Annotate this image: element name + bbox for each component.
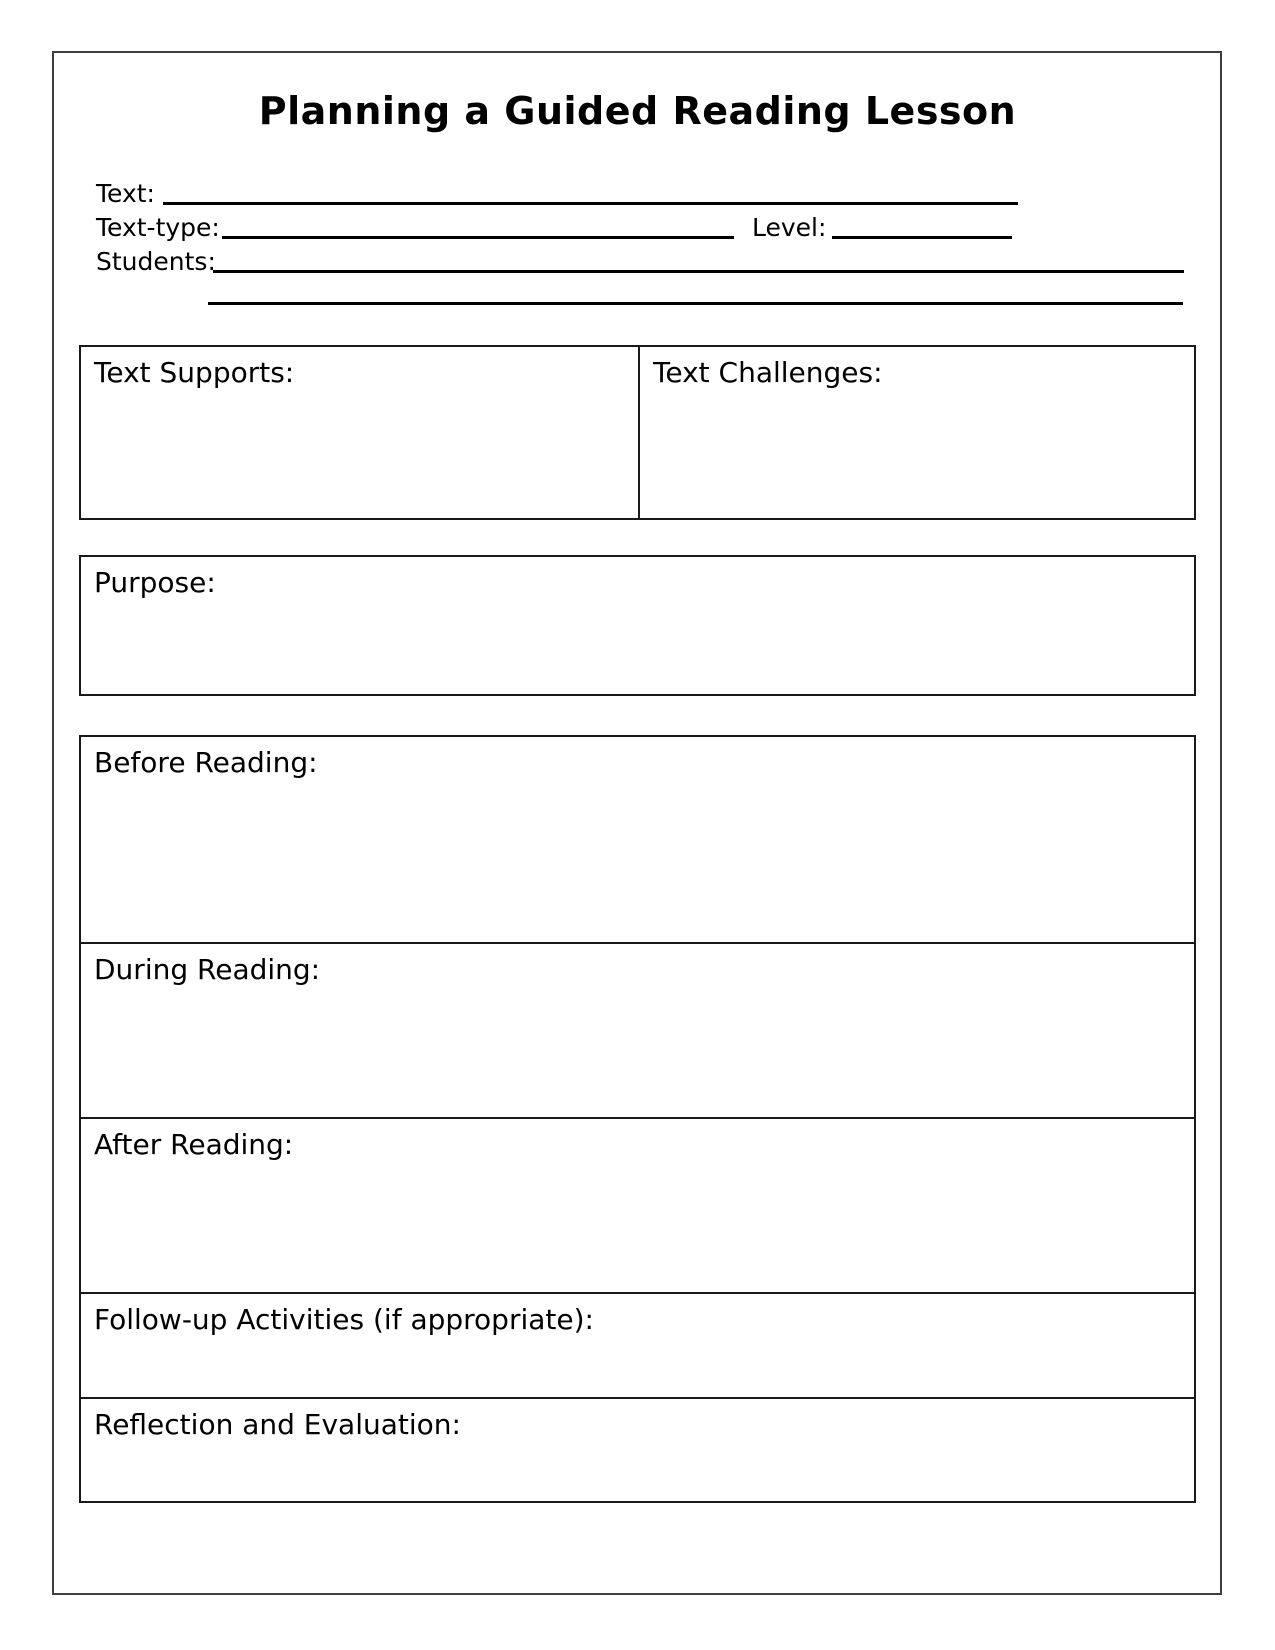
text-challenges-label: Text Challenges:: [653, 356, 883, 389]
during-reading-area[interactable]: [81, 942, 1194, 1117]
students-field-label: Students:: [96, 247, 216, 276]
page-title: Planning a Guided Reading Lesson: [258, 89, 1017, 133]
after-reading-area[interactable]: [81, 1117, 1194, 1292]
reflection-label: Reflection and Evaluation:: [94, 1408, 461, 1441]
text-field-label: Text:: [96, 179, 155, 208]
text-fill-line[interactable]: [163, 202, 1018, 205]
follow-up-label: Follow-up Activities (if appropriate):: [94, 1303, 594, 1336]
lesson-stages-table: [79, 735, 1196, 1503]
follow-up-area[interactable]: [81, 1292, 1194, 1397]
purpose-area[interactable]: [79, 555, 1196, 696]
text-supports-label: Text Supports:: [94, 356, 295, 389]
after-reading-label: After Reading:: [94, 1128, 294, 1161]
before-reading-label: Before Reading:: [94, 746, 318, 779]
level-field-label: Level:: [752, 213, 827, 242]
text-supports-area[interactable]: [81, 347, 640, 518]
purpose-label: Purpose:: [94, 566, 216, 599]
during-reading-label: During Reading:: [94, 953, 321, 986]
level-fill-line[interactable]: [832, 236, 1012, 239]
students-fill-line[interactable]: [213, 270, 1184, 273]
before-reading-area[interactable]: [81, 737, 1194, 942]
text-type-fill-line[interactable]: [222, 236, 734, 239]
text-type-field-label: Text-type:: [96, 213, 220, 242]
students-fill-line-2[interactable]: [208, 302, 1183, 305]
reflection-area[interactable]: [81, 1397, 1194, 1501]
supports-challenges-box: [79, 345, 1196, 520]
text-challenges-area[interactable]: [640, 347, 1194, 518]
